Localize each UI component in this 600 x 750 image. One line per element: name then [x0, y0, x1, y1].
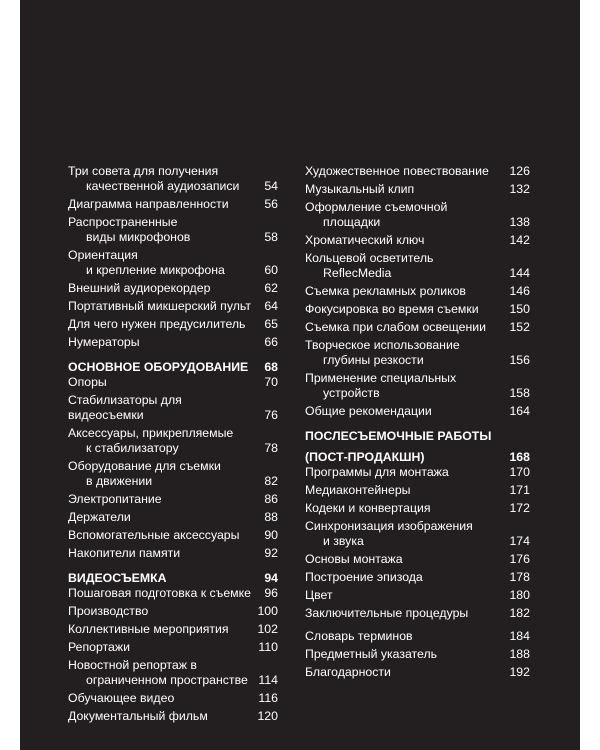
toc-page-number: 142 — [509, 233, 530, 247]
toc-title — [68, 248, 264, 278]
toc-title-line: Словарь терминов — [305, 629, 413, 643]
toc-title-line: в движении — [86, 474, 153, 488]
toc-title-line: Съемка при слабом освещении — [305, 320, 487, 334]
toc-title — [305, 483, 509, 498]
toc-entry — [305, 284, 530, 299]
toc-title-line: Фокусировка во время съемки — [305, 302, 479, 316]
toc-title — [305, 284, 509, 299]
toc-title — [305, 519, 509, 549]
toc-entry — [305, 182, 530, 197]
toc-title-line: Документальный фильм — [68, 709, 208, 723]
toc-column-left — [68, 164, 278, 727]
toc-page-number: 192 — [509, 665, 530, 679]
toc-page-number: 156 — [509, 353, 530, 367]
toc-entry — [68, 197, 278, 212]
toc-page-number: 174 — [509, 534, 530, 548]
toc-title-line: Держатели — [68, 510, 131, 524]
toc-title-line: ВИДЕОСЪЕМКА — [68, 571, 167, 585]
toc-title-line: ограниченном пространстве — [86, 673, 248, 687]
toc-entry — [305, 251, 530, 281]
toc-title-line: Вспомогательные аксессуары — [68, 528, 240, 542]
toc-title — [305, 501, 509, 516]
toc-section-heading — [68, 360, 278, 375]
toc-title — [68, 604, 257, 619]
toc-title-line: Музыкальный клип — [305, 182, 415, 196]
toc-title-line: Опоры — [68, 375, 107, 389]
toc-title — [305, 182, 509, 197]
book-page — [20, 0, 580, 750]
toc-title-line: ОСНОВНОЕ ОБОРУДОВАНИЕ — [68, 360, 249, 374]
toc-title — [68, 375, 264, 390]
toc-title — [305, 338, 509, 368]
toc-title — [305, 302, 509, 317]
toc-title-line: Общие рекомендации — [305, 404, 432, 418]
toc-entry — [68, 248, 278, 278]
toc-entry — [305, 233, 530, 248]
toc-page-number: 68 — [264, 360, 278, 374]
toc-page-number: 94 — [264, 571, 278, 585]
toc-page-number: 138 — [509, 215, 530, 229]
toc-page-number: 96 — [264, 586, 278, 600]
toc-page-number: 56 — [264, 197, 278, 211]
toc-section-heading — [305, 450, 530, 465]
toc-section-heading — [305, 429, 530, 444]
toc-title-line: Стабилизаторы для видеосъемки — [68, 393, 182, 422]
toc-page-number: 114 — [258, 673, 278, 687]
toc-entry — [305, 606, 530, 621]
toc-title — [305, 606, 509, 621]
toc-entry — [305, 629, 530, 644]
toc-entry — [68, 459, 278, 489]
toc-title — [68, 299, 264, 314]
toc-page-number: 158 — [509, 386, 530, 400]
toc-title-line: площадки — [323, 215, 381, 229]
toc-title-line: Оборудование для съемки — [68, 459, 221, 473]
toc-title-line: Обучающее видео — [68, 691, 175, 705]
toc-title-line: Для чего нужен предусилитель — [68, 317, 246, 331]
toc-page-number: 132 — [509, 182, 530, 196]
toc-entry — [68, 299, 278, 314]
toc-title-line: Предметный указатель — [305, 647, 438, 661]
toc-title — [305, 251, 509, 281]
toc-page-number: 176 — [509, 552, 530, 566]
toc-page-number: 64 — [264, 299, 278, 313]
toc-title — [68, 709, 257, 724]
toc-entry — [68, 604, 278, 619]
toc-title-line: ReflecMedia — [323, 266, 392, 280]
toc-title-line: и звука — [323, 534, 364, 548]
toc-title-line: Три совета для получения — [68, 164, 219, 178]
toc-page-number: 82 — [264, 474, 278, 488]
toc-title-line: Заключительные процедуры — [305, 606, 469, 620]
toc-entry — [305, 320, 530, 335]
toc-section-heading — [68, 571, 278, 586]
toc-page-number: 100 — [257, 604, 278, 618]
toc-page-number: 126 — [509, 164, 530, 178]
toc-title — [305, 665, 509, 680]
toc-title-line: Основы монтажа — [305, 552, 403, 566]
toc-page-number: 116 — [258, 691, 278, 705]
toc-title — [305, 450, 509, 465]
toc-page-number: 88 — [264, 510, 278, 524]
toc-title — [68, 164, 264, 194]
toc-entry — [305, 483, 530, 498]
toc-title — [68, 510, 264, 525]
toc-title-line: Репортажи — [68, 640, 130, 654]
toc-entry — [305, 570, 530, 585]
toc-title-line: глубины резкости — [323, 353, 424, 367]
toc-title-line: Применение специальных — [305, 371, 457, 385]
toc-page-number: 178 — [509, 570, 530, 584]
toc-title-line: Синхронизация изображения — [305, 519, 473, 533]
toc-title-line: Электропитание — [68, 492, 162, 506]
toc-title-line: Оформление съемочной — [305, 200, 448, 214]
toc-title — [305, 552, 509, 567]
toc-title — [305, 629, 509, 644]
toc-title-line: Благодарности — [305, 665, 391, 679]
toc-entry — [68, 215, 278, 245]
toc-title — [305, 164, 509, 179]
toc-title-line: Новостной репортаж в — [68, 658, 197, 672]
toc-entry — [68, 528, 278, 543]
toc-page-number: 86 — [264, 492, 278, 506]
toc-title — [68, 546, 264, 561]
toc-title-line: Аксессуары, прикрепляемые — [68, 426, 234, 440]
toc-entry — [68, 546, 278, 561]
toc-title-line: Портативный микшерский пульт — [68, 299, 251, 313]
toc-title — [68, 571, 264, 586]
toc-title-line: Нумераторы — [68, 335, 140, 349]
toc-entry — [68, 640, 278, 655]
toc-title — [68, 691, 258, 706]
toc-title-line: Кодеки и конвертация — [305, 501, 431, 515]
toc-title-line: Цвет — [305, 588, 333, 602]
toc-title — [68, 393, 264, 423]
toc-entry — [68, 335, 278, 350]
toc-title — [305, 371, 509, 401]
toc-title-line: (ПОСТ-ПРОДАКШН) — [305, 450, 425, 464]
toc-title-line: к стабилизатору — [86, 441, 179, 455]
toc-title — [68, 492, 264, 507]
toc-page-number: 54 — [264, 179, 278, 193]
toc-entry — [305, 647, 530, 662]
toc-title — [305, 588, 509, 603]
toc-page-number: 164 — [509, 404, 530, 418]
toc-title — [305, 465, 509, 480]
toc-title-line: Программы для монтажа — [305, 465, 449, 479]
toc-title — [305, 320, 509, 335]
toc-entry — [68, 375, 278, 390]
toc-title-line: и крепление микрофона — [86, 263, 225, 277]
toc-title — [305, 200, 509, 230]
toc-page-number: 170 — [509, 465, 530, 479]
toc-page-number: 90 — [264, 528, 278, 542]
toc-entry — [305, 501, 530, 516]
toc-entry — [68, 510, 278, 525]
toc-title — [68, 640, 258, 655]
toc-entry — [305, 519, 530, 549]
toc-entry — [305, 338, 530, 368]
toc-title — [68, 360, 264, 375]
toc-entry — [305, 302, 530, 317]
toc-page-number: 184 — [509, 629, 530, 643]
toc-title — [68, 335, 264, 350]
toc-title — [68, 281, 264, 296]
toc-entry — [305, 665, 530, 680]
toc-title-line: Творческое использование — [305, 338, 460, 352]
toc-title-line: Производство — [68, 604, 149, 618]
toc-entry — [68, 709, 278, 724]
toc-page-number: 76 — [264, 408, 278, 422]
toc-title — [68, 622, 257, 637]
toc-entry — [68, 281, 278, 296]
toc-page-number: 102 — [257, 622, 278, 636]
toc-title — [68, 528, 264, 543]
toc-page-number: 182 — [509, 606, 530, 620]
toc-title-line: Коллективные мероприятия — [68, 622, 229, 636]
toc-entry — [305, 465, 530, 480]
toc-title-line: ПОСЛЕСЪЕМОЧНЫЕ РАБОТЫ — [305, 429, 492, 443]
toc-title — [305, 233, 509, 248]
toc-page-number: 152 — [509, 320, 530, 334]
toc-entry — [305, 588, 530, 603]
toc-page-number: 188 — [509, 647, 530, 661]
toc-title-line: виды микрофонов — [86, 230, 191, 244]
toc-title — [305, 404, 509, 419]
toc-title — [68, 459, 264, 489]
toc-page-number: 180 — [509, 588, 530, 602]
toc-title — [68, 586, 264, 601]
toc-entry — [305, 552, 530, 567]
toc-page-number: 120 — [257, 709, 278, 723]
toc-page-number: 60 — [264, 263, 278, 277]
toc-page-number: 65 — [264, 317, 278, 331]
toc-page-number: 62 — [264, 281, 278, 295]
toc-title-line: Кольцевой осветитель — [305, 251, 434, 265]
toc-title-line: Ориентация — [68, 248, 138, 262]
toc-title-line: Хроматический ключ — [305, 233, 425, 247]
toc-entry — [68, 426, 278, 456]
toc-title-line: Диаграмма направленности — [68, 197, 229, 211]
toc-page-number: 146 — [509, 284, 530, 298]
toc-page-number: 171 — [509, 483, 530, 497]
toc-page-number: 58 — [264, 230, 278, 244]
toc-entry — [68, 393, 278, 423]
toc-entry — [68, 622, 278, 637]
toc-title — [68, 426, 264, 456]
toc-page-number: 66 — [264, 335, 278, 349]
toc-page-number: 168 — [509, 450, 530, 464]
toc-title-line: Построение эпизода — [305, 570, 423, 584]
toc-entry — [305, 200, 530, 230]
toc-entry — [68, 492, 278, 507]
toc-title-line: Съемка рекламных роликов — [305, 284, 466, 298]
toc-title-line: качественной аудиозаписи — [86, 179, 240, 193]
toc-title — [305, 429, 530, 444]
toc-title-line: Художественное повествование — [305, 164, 489, 178]
toc-title — [305, 570, 509, 585]
toc-title-line: Пошаговая подготовка к съемке — [68, 586, 251, 600]
toc-entry — [68, 586, 278, 601]
toc-page-number: 92 — [264, 546, 278, 560]
toc-page-number: 70 — [264, 375, 278, 389]
toc-page-number: 172 — [509, 501, 530, 515]
toc-page-number: 150 — [509, 302, 530, 316]
toc-page-number: 144 — [509, 266, 530, 280]
toc-title — [68, 215, 264, 245]
toc-page-number: 78 — [264, 441, 278, 455]
toc-column-right — [305, 164, 530, 683]
toc-entry — [68, 317, 278, 332]
toc-title — [68, 197, 264, 212]
toc-entry — [305, 371, 530, 401]
toc-entry — [305, 404, 530, 419]
toc-title-line: Медиаконтейнеры — [305, 483, 411, 497]
toc-title — [68, 658, 258, 688]
toc-title — [68, 317, 264, 332]
toc-page-number: 110 — [258, 640, 278, 654]
toc-title-line: устройств — [323, 386, 380, 400]
toc-entry — [68, 658, 278, 688]
toc-title-line: Распространенные — [68, 215, 178, 229]
toc-entry — [68, 164, 278, 194]
toc-title-line: Накопители памяти — [68, 546, 181, 560]
toc-title — [305, 647, 509, 662]
toc-entry — [305, 164, 530, 179]
toc-title-line: Внешний аудиорекордер — [68, 281, 211, 295]
toc-entry — [68, 691, 278, 706]
